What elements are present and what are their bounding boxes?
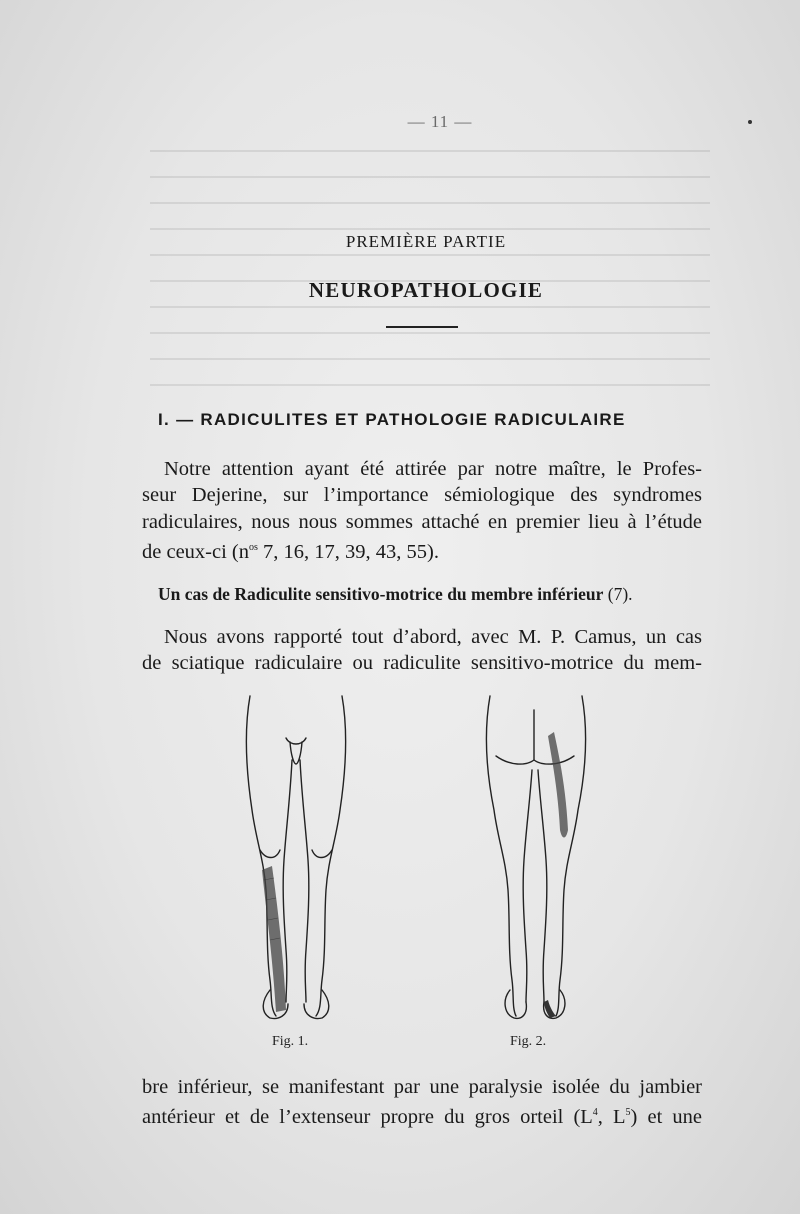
text-line bbox=[142, 535, 702, 565]
text-line: radiculaires, nous nous sommes attaché en premier lieu à l’étude bbox=[142, 510, 702, 533]
figure-caption: Fig. 2. bbox=[510, 1034, 547, 1049]
legs-front-view-icon bbox=[236, 690, 356, 1030]
text-fragment: , L bbox=[597, 1106, 626, 1129]
case-subheading bbox=[158, 584, 698, 605]
figure-caption: Fig. 1. bbox=[272, 1034, 309, 1049]
text-line: de sciatique radiculaire ou radiculite sensitivo-motrice du mem- bbox=[142, 652, 702, 675]
subheading-ref: (7). bbox=[603, 584, 633, 604]
page-number: — 11 — bbox=[407, 112, 473, 131]
paragraph-continued bbox=[142, 1074, 702, 1130]
paper-speck bbox=[748, 120, 752, 124]
superscript: 4 bbox=[592, 1107, 598, 1119]
text-fragment: antérieur et de l’extenseur propre du gros orteil (L bbox=[142, 1106, 593, 1129]
text-fragment: de ceux-ci (n bbox=[142, 540, 249, 563]
superscript: os bbox=[249, 541, 258, 553]
superscript: 5 bbox=[625, 1107, 631, 1119]
title-rule bbox=[386, 326, 458, 328]
text-line: seur Dejerine, sur l’importance sémiologique des syndromes bbox=[142, 484, 702, 507]
subheading-text: Un cas de Radiculite sensitivo-motrice du membre inférieur bbox=[158, 584, 604, 604]
part-title: PREMIÈRE PARTIE bbox=[345, 232, 507, 251]
text-fragment: ) et une bbox=[630, 1106, 702, 1129]
text-line bbox=[142, 1100, 702, 1130]
text-line: Notre attention ayant été attirée par notre maître, le Profes- bbox=[164, 458, 702, 480]
text-line: Nous avons rapporté tout d’abord, avec M. P. Camus, un cas bbox=[164, 626, 702, 648]
text-fragment: 7, 16, 17, 39, 43, 55). bbox=[257, 540, 439, 563]
paragraph-intro bbox=[142, 456, 702, 565]
section-title: NEUROPATHOLOGIE bbox=[308, 278, 544, 302]
chapter-heading: I. — RADICULITES ET PATHOLOGIE RADICULAIRE bbox=[158, 410, 626, 429]
paragraph-case bbox=[142, 624, 702, 677]
legs-back-view-icon bbox=[476, 690, 596, 1030]
text-line: bre inférieur, se manifestant par une paralysie isolée du jambier bbox=[142, 1076, 702, 1098]
